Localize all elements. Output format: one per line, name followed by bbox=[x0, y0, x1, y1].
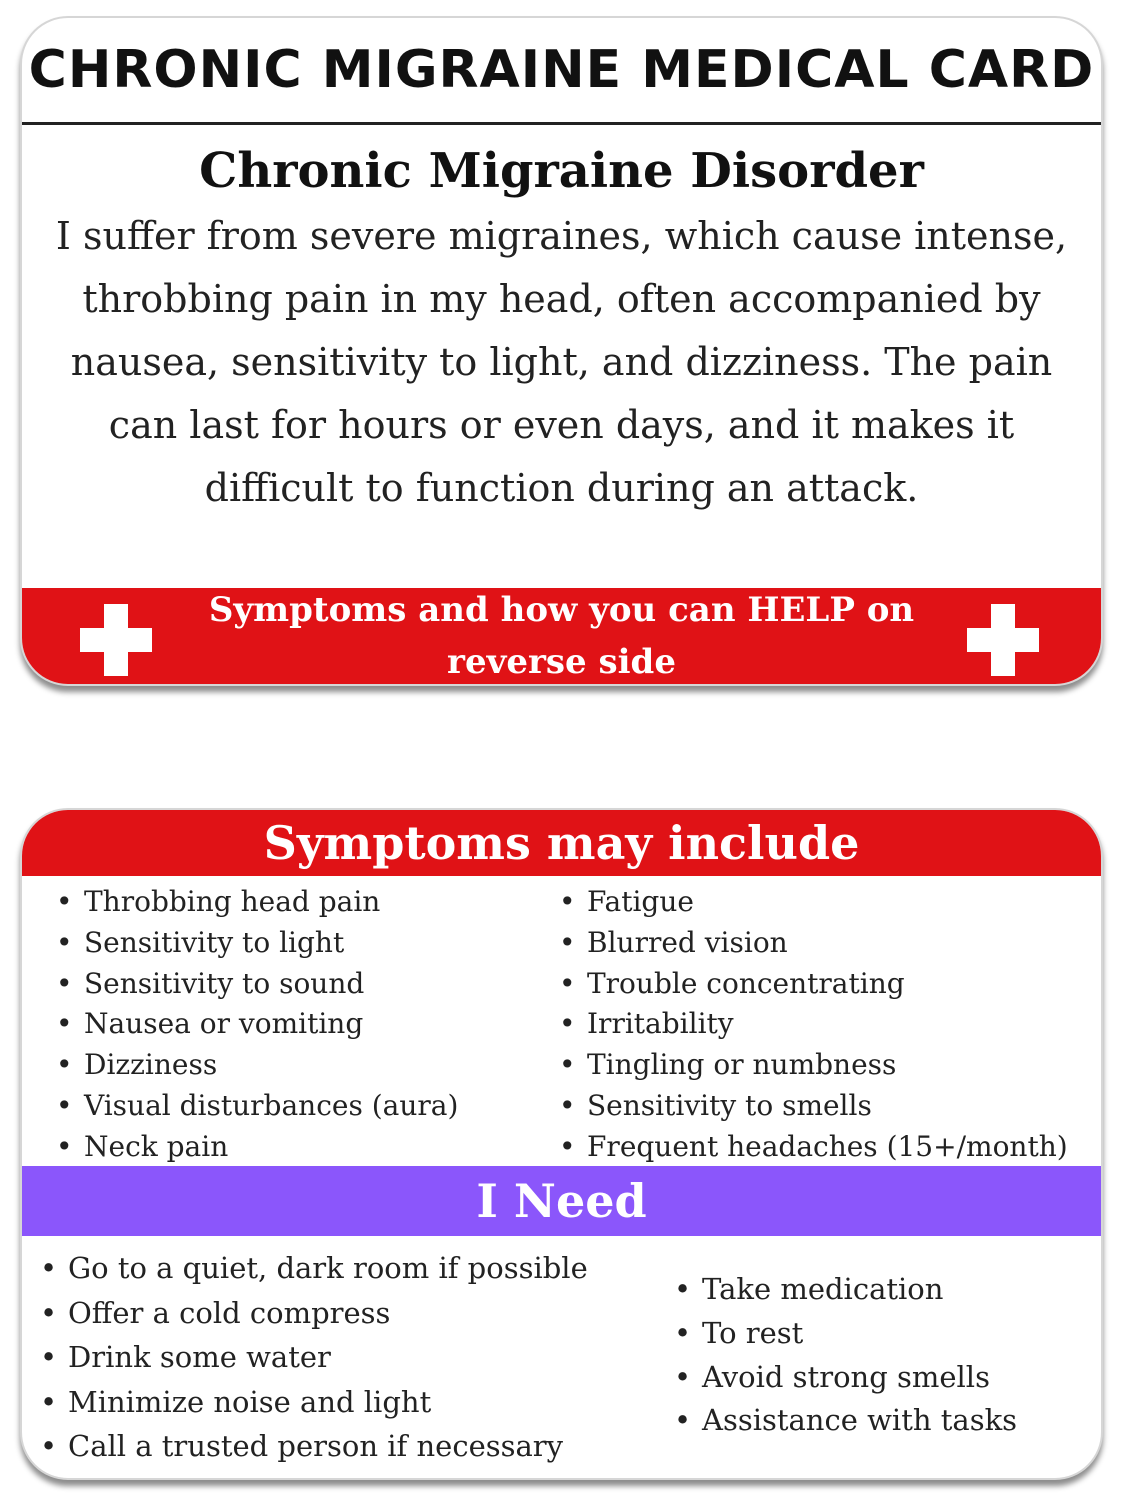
card-header bbox=[22, 18, 1101, 125]
need-section bbox=[22, 1236, 1101, 1480]
list-item: • Frequent headaches (15+/month) bbox=[557, 1127, 1068, 1168]
condition-description: I suffer from severe migraines, which cause intense, throbbing pain in my head, often accompanied by nausea, sensitivity to light, and dizziness. The pain can last for hours or even days, and it makes it difficult to function during an attack. bbox=[55, 214, 1068, 510]
list-item: • Neck pain bbox=[54, 1127, 458, 1168]
list-item: • Dizziness bbox=[54, 1045, 458, 1086]
list-item: • Go to a quiet, dark room if possible bbox=[38, 1246, 588, 1291]
symptoms-header bbox=[22, 810, 1101, 876]
condition-title: Chronic Migraine Disorder bbox=[199, 143, 924, 199]
list-item: • Blurred vision bbox=[557, 923, 1068, 964]
need-list-right bbox=[672, 1268, 1017, 1443]
list-item: • Drink some water bbox=[38, 1335, 588, 1380]
list-item: • Assistance with tasks bbox=[672, 1399, 1017, 1443]
front-card bbox=[20, 16, 1103, 686]
list-item: • Sensitivity to sound bbox=[54, 964, 458, 1005]
list-item: • Fatigue bbox=[557, 882, 1068, 923]
list-item: • Avoid strong smells bbox=[672, 1356, 1017, 1400]
list-item: • Trouble concentrating bbox=[557, 964, 1068, 1005]
list-item: • To rest bbox=[672, 1312, 1017, 1356]
need-header bbox=[22, 1166, 1101, 1236]
list-item: • Offer a cold compress bbox=[38, 1291, 588, 1336]
list-item: • Sensitivity to light bbox=[54, 923, 458, 964]
reverse-side-banner bbox=[22, 588, 1101, 684]
list-item: • Tingling or numbness bbox=[557, 1045, 1068, 1086]
card-title: CHRONIC MIGRAINE MEDICAL CARD bbox=[28, 40, 1095, 100]
medical-cross-icon bbox=[80, 604, 152, 676]
list-item: • Minimize noise and light bbox=[38, 1380, 588, 1425]
list-item: • Sensitivity to smells bbox=[557, 1086, 1068, 1127]
symptoms-list-right bbox=[557, 882, 1068, 1168]
symptoms-section bbox=[22, 876, 1101, 1166]
list-item: • Visual disturbances (aura) bbox=[54, 1086, 458, 1127]
medical-cross-icon bbox=[967, 604, 1039, 676]
back-card bbox=[20, 808, 1103, 1480]
list-item: • Nausea or vomiting bbox=[54, 1004, 458, 1045]
list-item: • Take medication bbox=[672, 1268, 1017, 1312]
list-item: • Throbbing head pain bbox=[54, 882, 458, 923]
need-title: I Need bbox=[476, 1174, 647, 1228]
need-list-left bbox=[38, 1246, 588, 1469]
list-item: • Call a trusted person if necessary bbox=[38, 1424, 588, 1469]
symptoms-title: Symptoms may include bbox=[263, 816, 860, 870]
banner-text: Symptoms and how you can HELP on reverse side bbox=[208, 590, 915, 682]
symptoms-list-left bbox=[54, 882, 458, 1168]
list-item: • Irritability bbox=[557, 1004, 1068, 1045]
